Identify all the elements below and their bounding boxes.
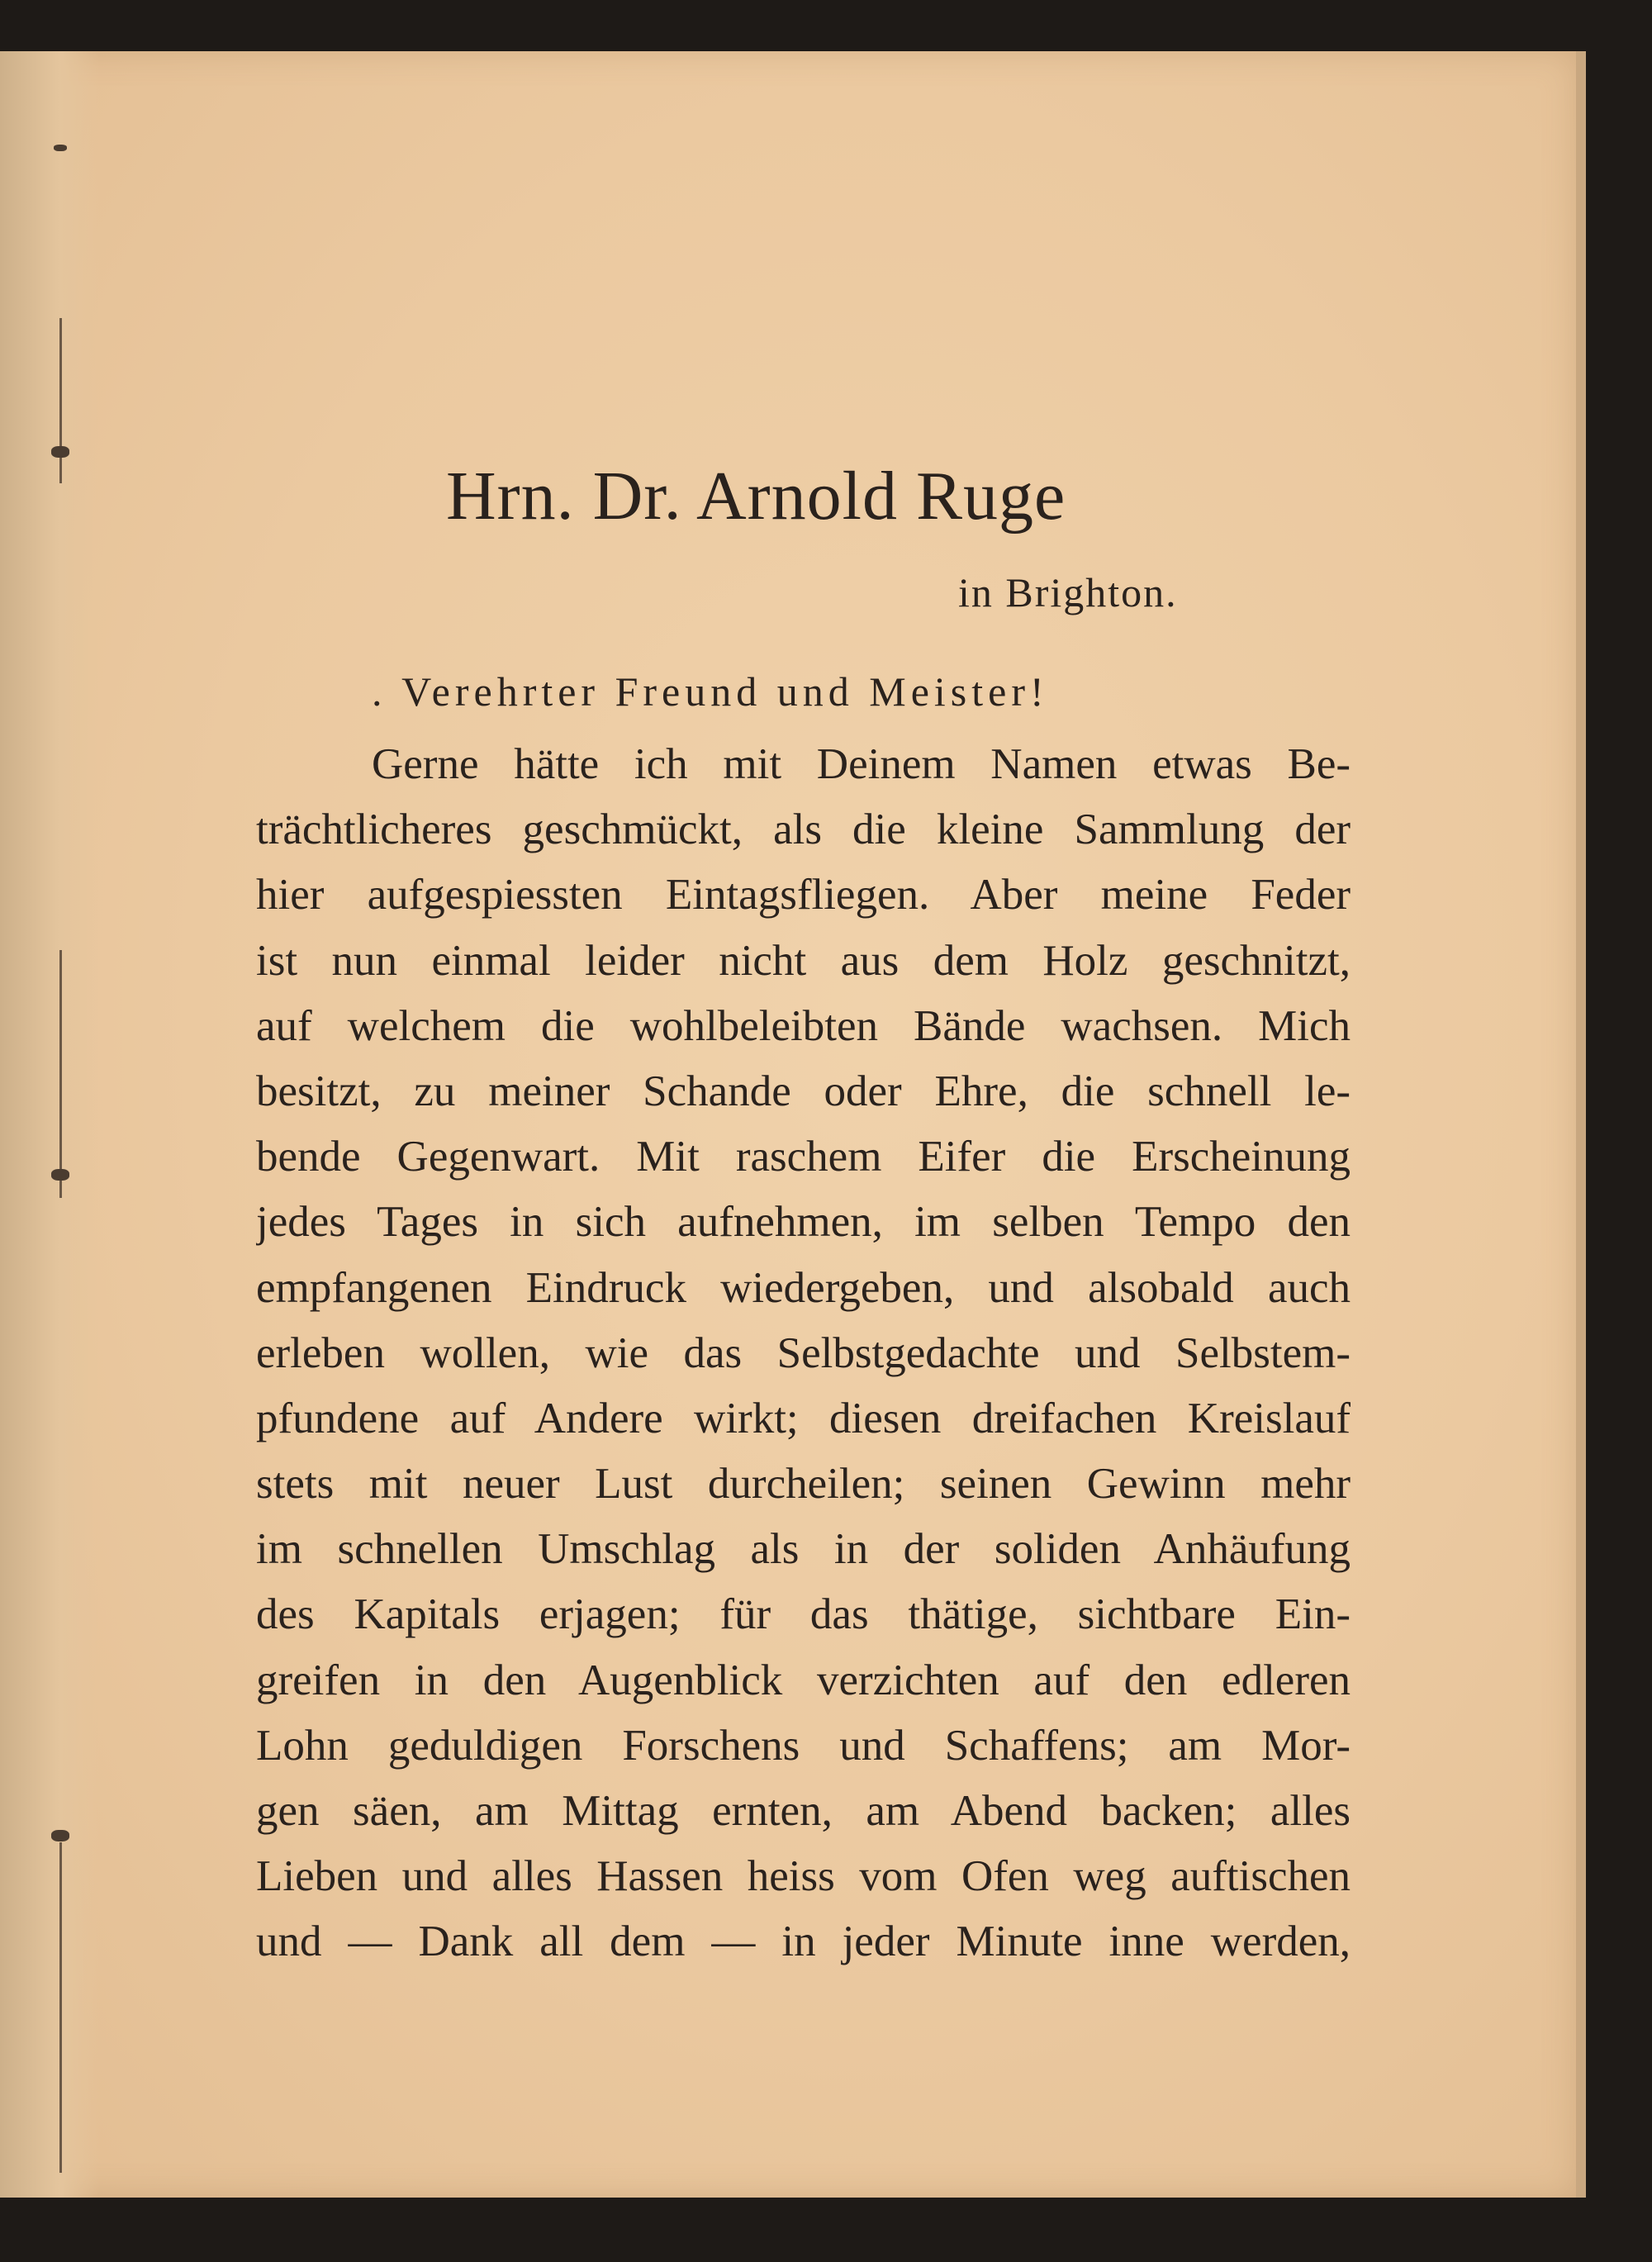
text-line: Gerne hätte ich mit Deinem Namen etwas Be- bbox=[372, 740, 1351, 788]
binding-thread bbox=[59, 1842, 62, 2173]
text-line: des Kapitals erjagen; für das thätige, sichtbare Ein- bbox=[256, 1590, 1351, 1639]
letter-body bbox=[256, 732, 1351, 1975]
text-line: gen säen, am Mittag ernten, am Abend backen; alles bbox=[256, 1787, 1351, 1835]
text-line: hier aufgespiessten Eintagsfliegen. Aber meine Feder bbox=[256, 871, 1351, 920]
binding-knot bbox=[54, 145, 67, 151]
text-line: Lohn geduldigen Forschens und Schaffens; am Mor- bbox=[256, 1721, 1351, 1770]
text-line: ist nun einmal leider nicht aus dem Holz geschnitzt, bbox=[256, 936, 1351, 985]
text-line: und — Dank all dem — in jeder Minute inne werden, bbox=[256, 1917, 1351, 1966]
text-line: Lieben und alles Hassen heiss vom Ofen weg auftischen bbox=[256, 1852, 1351, 1901]
text-line: trächtlicheres geschmückt, als die kleine Sammlung der bbox=[256, 805, 1351, 854]
text-line: im schnellen Umschlag als in der soliden Anhäufung bbox=[256, 1525, 1351, 1574]
binding-knot bbox=[51, 1169, 69, 1181]
book-spine bbox=[0, 51, 99, 2198]
text-line: empfangenen Eindruck wiedergeben, und alsobald auch bbox=[256, 1263, 1351, 1312]
text-line: auf welchem die wohlbeleibten Bände wachsen. Mich bbox=[256, 1001, 1351, 1050]
text-line: stets mit neuer Lust durcheilen; seinen Gewinn mehr bbox=[256, 1460, 1351, 1509]
binding-knot bbox=[51, 446, 69, 458]
letter-place: in Brighton. bbox=[958, 569, 1178, 615]
page-edge bbox=[1576, 51, 1586, 2198]
text-line: greifen in den Augenblick verzichten auf den edleren bbox=[256, 1656, 1351, 1704]
binding-thread bbox=[59, 950, 62, 1198]
binding-knot bbox=[51, 1830, 69, 1841]
text-line: jedes Tages in sich aufnehmen, im selben Tempo den bbox=[256, 1198, 1351, 1247]
text-line: erleben wollen, wie das Selbstgedachte und Selbstem- bbox=[256, 1328, 1351, 1377]
letter-salutation: . Verehrter Freund und Meister! bbox=[372, 668, 1049, 715]
letter-heading: Hrn. Dr. Arnold Ruge bbox=[446, 458, 1066, 535]
text-line: pfundene auf Andere wirkt; diesen dreifachen Kreislauf bbox=[256, 1394, 1351, 1442]
text-line: besitzt, zu meiner Schande oder Ehre, die schnell le- bbox=[256, 1067, 1351, 1115]
text-line: bende Gegenwart. Mit raschem Eifer die Erscheinung bbox=[256, 1133, 1351, 1181]
binding-thread bbox=[59, 318, 62, 483]
